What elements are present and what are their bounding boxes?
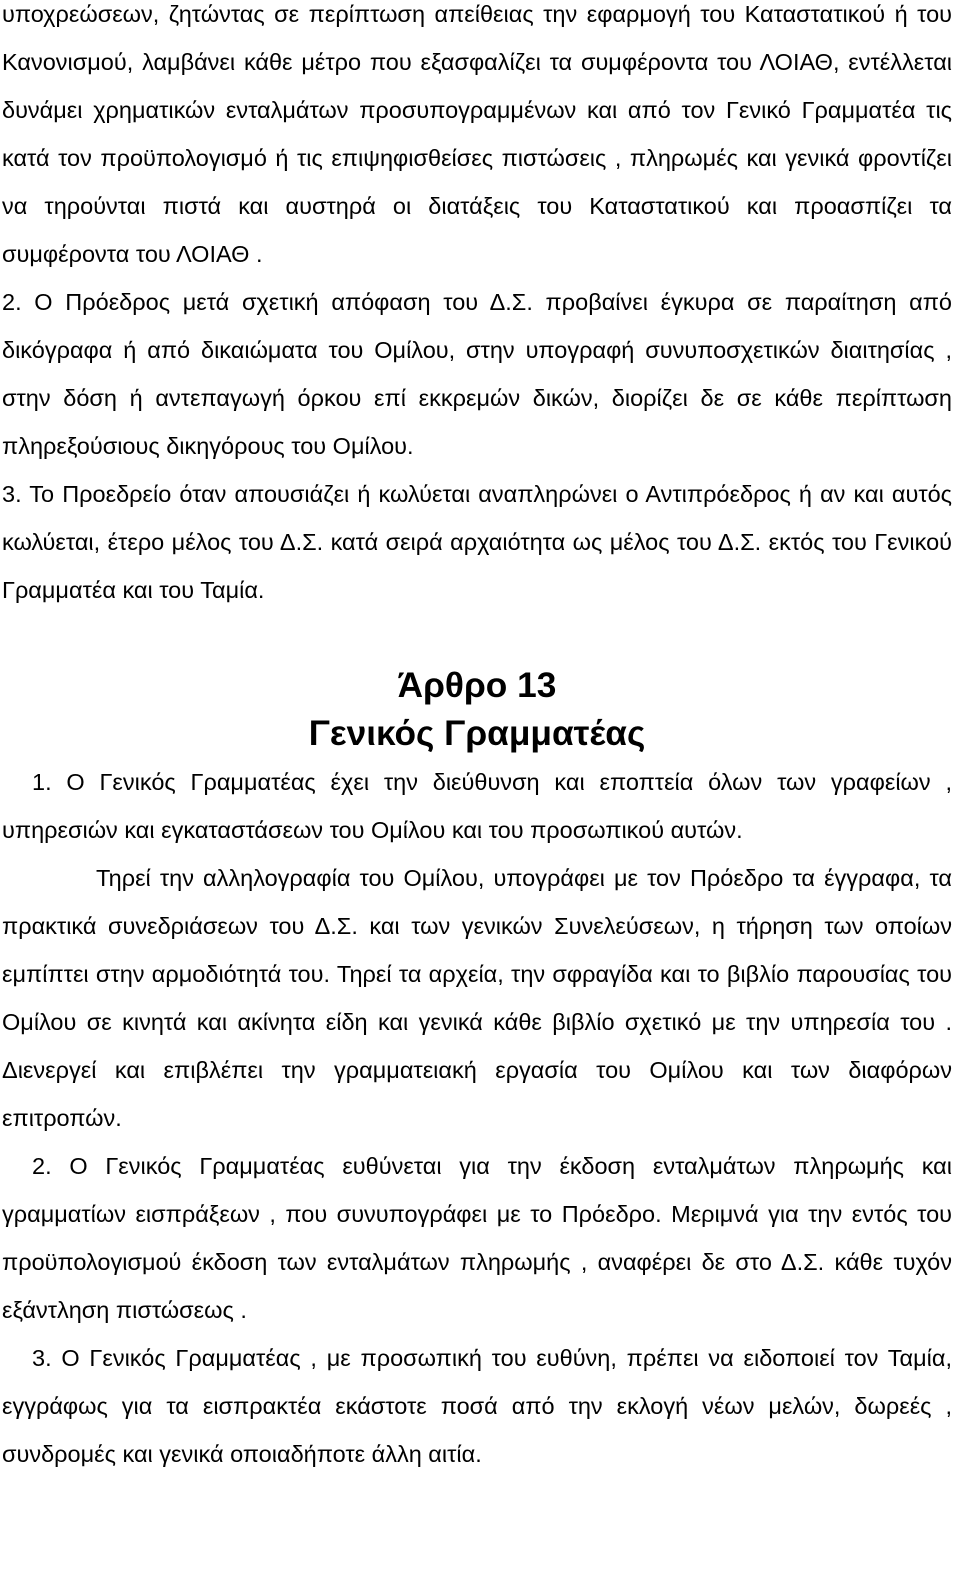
paragraph-secretary-duties: Τηρεί την αλληλογραφία του Ομίλου, υπογράφει με τον Πρόεδρο τα έγγραφα, τα πρακτικά συνεδριάσεων του Δ.Σ. και των γενικών Συνελεύσεων, η τήρηση των οποίων εμπίπτει στην αρμοδιότητά του. Τηρεί τα αρχεία, την σφραγίδα και το βιβλίο παρουσίας του Ομίλου σε κινητά και ακίνητα είδη και γενικά κάθε βιβλίο σχετικό με την υπηρεσία του . Διενεργεί και επιβλέπει την γραμματειακή εργασία του Ομίλου και των διαφόρων επιτροπών. — [2, 865, 952, 1131]
article-number: Άρθρο 13 — [397, 666, 557, 705]
paragraph-secretary-item-2: 2. Ο Γενικός Γραμματέας ευθύνεται για την έκδοση ενταλμάτων πληρωμής και γραμματίων εισπράξεων , που συνυπογράφει με το Πρόεδρο. Μεριμνά για την εντός του προϋπολογισμού έκδοση των ενταλμάτων πληρωμής , αναφέρει δε στο Δ.Σ. κάθε τυχόν εξάντληση πιστώσεως . — [2, 1153, 952, 1323]
spacer — [2, 614, 952, 662]
article-title: Γενικός Γραμματέας — [308, 714, 646, 753]
paragraph-secretary-item-1: 1. Ο Γενικός Γραμματέας έχει την διεύθυνση και εποπτεία όλων των γραφείων , υπηρεσιών και εγκαταστάσεων του Ομίλου και του προσωπικού αυτών. — [2, 769, 952, 843]
paragraph-president-item-2: 2. Ο Πρόεδρος μετά σχετική απόφαση του Δ.Σ. προβαίνει έγκυρα σε παραίτηση από δικόγραφα ή από δικαιώματα του Ομίλου, στην υπογραφή συνυποσχετικών διαιτησίας , στην δόση ή αντεπαγωγή όρκου επί εκκρεμών δικών, διορίζει δε σε κάθε περίπτωση πληρεξούσιους δικηγόρους του Ομίλου. — [2, 289, 952, 459]
paragraph-secretary-item-3: 3. Ο Γενικός Γραμματέας , με προσωπική του ευθύνη, πρέπει να ειδοποιεί τον Ταμία, εγγράφως για τα εισπρακτέα εκάστοτε ποσά από την εκλογή νέων μελών, δωρεές , συνδρομές και γενικά οποιαδήποτε άλλη αιτία. — [2, 1345, 952, 1467]
paragraph-presidency-item-3: 3. Το Προεδρείο όταν απουσιάζει ή κωλύεται αναπληρώνει ο Αντιπρόεδρος ή αν και αυτός κωλύεται, έτερο μέλος του Δ.Σ. κατά σειρά αρχαιότητα ως μέλος του Δ.Σ. εκτός του Γενικού Γραμματέα και του Ταμία. — [2, 481, 952, 603]
paragraph-president-duties: υποχρεώσεων, ζητώντας σε περίπτωση απείθειας την εφαρμογή του Καταστατικού ή του Κανονισμού, λαμβάνει κάθε μέτρο που εξασφαλίζει τα συμφέροντα του ΛΟΙΑΘ, εντέλλεται δυνάμει χρηματικών ενταλμάτων προσυπογραμμένων και από τον Γενικό Γραμματέα τις κατά τον προϋπολογισμό ή τις επιψηφισθείσες πιστώσεις , πληρωμές και γενικά φροντίζει να τηρούνται πιστά και αυστηρά οι διατάξεις του Καταστατικού και προασπίζει τα συμφέροντα του ΛΟΙΑΘ . — [2, 1, 952, 267]
